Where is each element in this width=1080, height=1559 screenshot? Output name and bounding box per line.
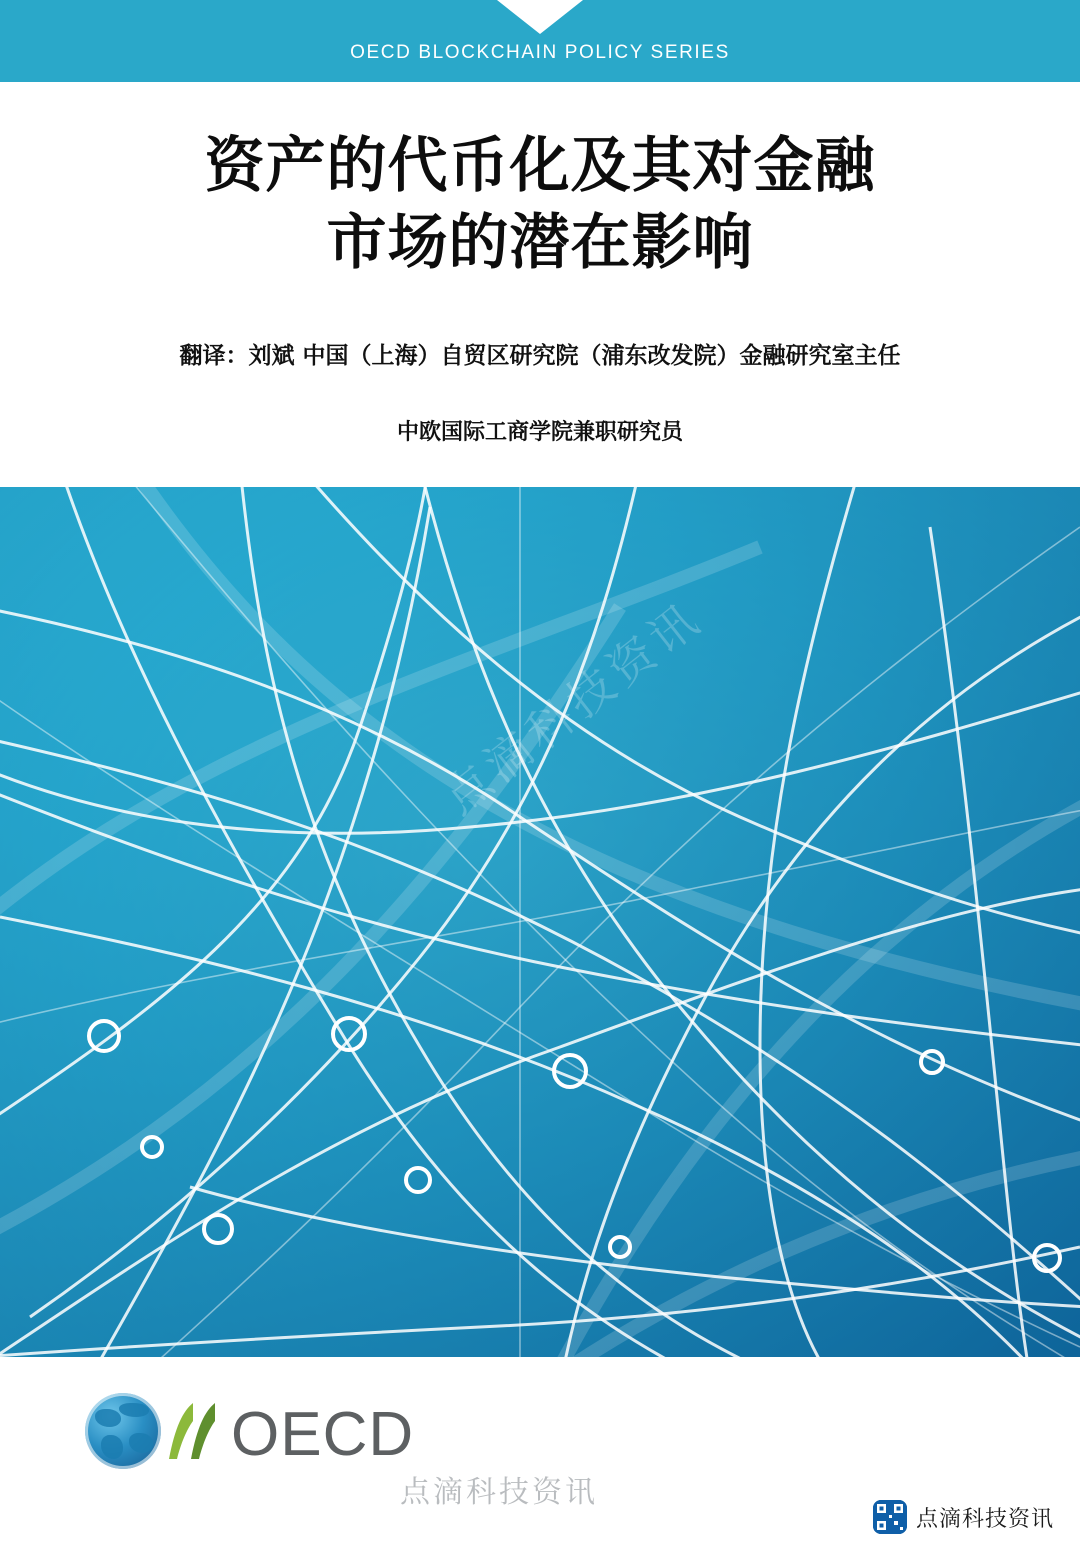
top-banner xyxy=(0,0,1080,82)
document-title-line-1: 资产的代币化及其对金融 xyxy=(204,131,876,201)
document-title xyxy=(60,128,1020,282)
oecd-wordmark: OECD xyxy=(231,1400,415,1469)
footer-watermark: 点滴科技资讯 xyxy=(400,1475,598,1510)
translator-credit: 翻译：刘斌 中国（上海）自贸区研究院（浦东改发院）金融研究室主任 xyxy=(179,342,901,369)
globe-icon xyxy=(85,1393,161,1469)
network-graphic xyxy=(0,487,1080,1357)
oecd-logo xyxy=(85,1389,415,1475)
series-label: OECD BLOCKCHAIN POLICY SERIES xyxy=(350,42,730,63)
document-title-line-2: 市场的潜在影响 xyxy=(326,207,754,278)
cover-artwork xyxy=(0,487,1080,1357)
wechat-qr-icon xyxy=(873,1500,907,1534)
banner-notch-shape xyxy=(497,0,583,34)
wechat-account-badge xyxy=(873,1497,1054,1537)
title-area xyxy=(0,82,1080,487)
wechat-account-label: 点滴科技资讯 xyxy=(915,1506,1054,1532)
oecd-arrows-icon xyxy=(165,1401,223,1461)
translator-affiliation: 中欧国际工商学院兼职研究员 xyxy=(396,419,683,445)
artwork-watermark: 点滴科技资讯 xyxy=(433,590,713,825)
